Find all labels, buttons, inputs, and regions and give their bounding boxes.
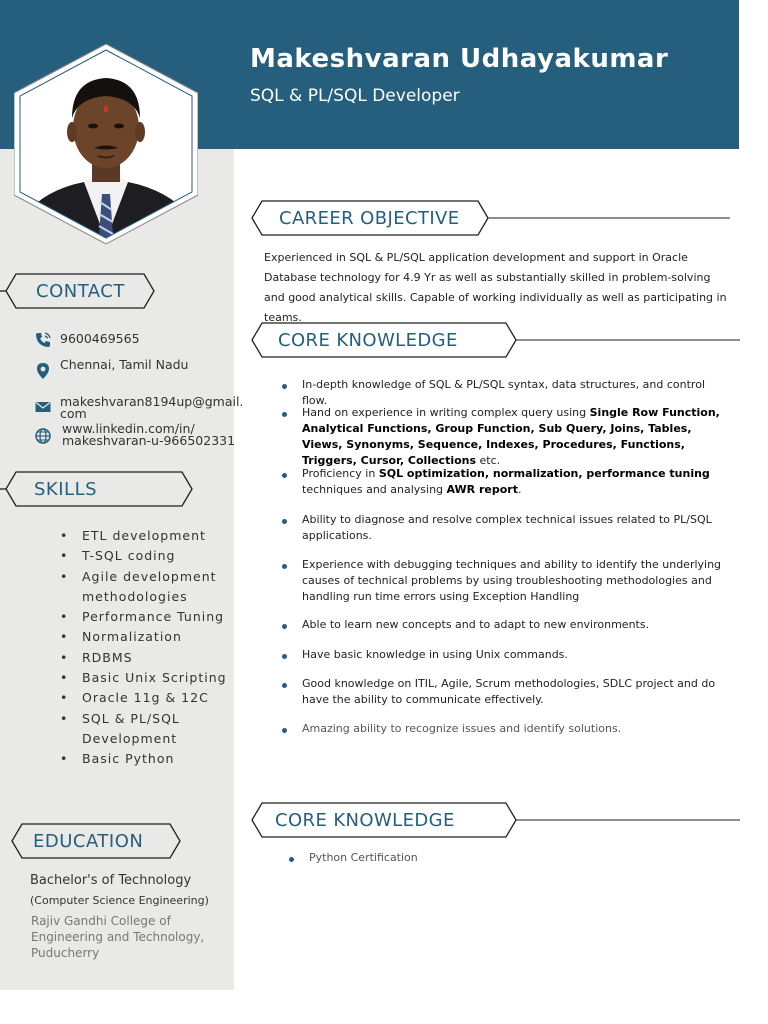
email-icon xyxy=(34,398,52,416)
plain-text: techniques and analysing xyxy=(302,483,447,496)
profile-photo-image xyxy=(14,44,198,244)
list-item xyxy=(282,617,728,633)
contact-heading xyxy=(0,272,158,310)
skill-item: • Basic Python xyxy=(60,749,230,769)
plain-text: etc. xyxy=(476,454,501,467)
list-item-text xyxy=(302,677,715,706)
phone-number: 9600469565 xyxy=(60,331,140,346)
career-objective-heading-label: CAREER OBJECTIVE xyxy=(279,208,460,229)
list-item-text xyxy=(302,378,705,407)
core-knowledge-2-heading xyxy=(248,801,742,839)
skills-heading xyxy=(0,470,194,508)
plain-text: Good knowledge on ITIL, Agile, Scrum methodologies, SDLC project and do have the ability to communicate effectively. xyxy=(302,677,716,706)
list-item-text xyxy=(302,618,649,631)
emphasis-text: AWR report xyxy=(446,483,518,496)
education-branch: (Computer Science Engineering) xyxy=(30,894,209,907)
bullet-icon xyxy=(282,564,287,569)
skill-item: • T-SQL coding xyxy=(60,546,230,566)
linkedin-line-1[interactable]: www.linkedin.com/in/ xyxy=(62,421,195,436)
bullet-icon xyxy=(282,384,287,389)
list-item-text xyxy=(302,406,720,467)
list-item-text xyxy=(302,558,721,603)
globe-icon xyxy=(34,427,52,445)
bullet-icon xyxy=(282,519,287,524)
emphasis-text: SQL optimization, normalization, performance tuning xyxy=(378,467,710,480)
skill-item: • Normalization xyxy=(60,627,230,647)
plain-text: Ability to diagnose and resolve complex technical issues related to PL/SQL applications. xyxy=(302,513,712,542)
plain-text: Proficiency in xyxy=(302,467,379,480)
list-item-text xyxy=(302,467,710,496)
contact-heading-label: CONTACT xyxy=(36,281,125,302)
bullet-icon xyxy=(282,473,287,478)
skill-item: • ETL development xyxy=(60,526,230,546)
bullet-icon xyxy=(289,857,294,862)
plain-text: . xyxy=(517,483,522,496)
plain-text: Experience with debugging techniques and ability to identify the underlying causes of technical problems by using troubleshooting methodologies and handling run time errors using Exception Handling xyxy=(302,558,722,603)
bullet-icon xyxy=(282,412,287,417)
skill-item: • Basic Unix Scripting xyxy=(60,668,230,688)
location-text: Chennai, Tamil Nadu xyxy=(60,357,189,372)
job-title: SQL & PL/SQL Developer xyxy=(250,86,460,106)
skills-heading-label: SKILLS xyxy=(34,479,98,500)
list-item-text xyxy=(302,722,621,735)
emphasis-text: Single Row Function, Analytical Functions, Group Function, Sub Query, Joins, Tables, Views, Synonyms, Sequence, Indexes, Procedures, Functions, Triggers, Cursor, Collections xyxy=(302,406,720,467)
email-line-2[interactable]: com xyxy=(60,406,87,421)
list-item xyxy=(282,721,728,737)
career-objective-text: Experienced in SQL & PL/SQL application development and support in Oracle Database technology for 4.9 Yr as well as substantially skilled in problem-solving and good analytical skills. Capable of working individually as well as participating in teams. xyxy=(264,251,727,324)
plain-text: Hand on experience in writing complex query using xyxy=(302,406,590,419)
list-item xyxy=(282,405,728,469)
skill-item: • Performance Tuning xyxy=(60,607,230,627)
education-degree: Bachelor's of Technology xyxy=(30,873,192,888)
plain-text: In-depth knowledge of SQL & PL/SQL syntax, data structures, and control flow. xyxy=(302,378,705,407)
skill-item: • SQL & PL/SQL Development xyxy=(60,709,230,750)
core-knowledge-2-heading-label: CORE KNOWLEDGE xyxy=(275,810,455,831)
education-school: Rajiv Gandhi College of Engineering and Technology, Puducherry xyxy=(31,914,205,960)
education-heading xyxy=(10,822,184,860)
list-item xyxy=(282,676,728,708)
list-item-text xyxy=(302,648,568,661)
list-item xyxy=(282,557,728,605)
plain-text: Have basic knowledge in using Unix commands. xyxy=(302,648,568,661)
bullet-icon xyxy=(282,728,287,733)
email-line-1[interactable]: makeshvaran8194up@gmail. xyxy=(60,394,244,409)
plain-text: Amazing ability to recognize issues and identify solutions. xyxy=(302,722,622,735)
phone-icon xyxy=(34,331,52,349)
skill-item: • RDBMS xyxy=(60,648,230,668)
list-item-text xyxy=(302,513,712,542)
core-knowledge-heading xyxy=(248,321,742,359)
career-objective-heading xyxy=(248,199,732,237)
skill-item: • Agile development methodologies xyxy=(60,567,230,608)
location-pin-icon xyxy=(34,362,52,380)
bullet-icon xyxy=(282,624,287,629)
bullet-icon xyxy=(282,683,287,688)
list-item xyxy=(282,647,728,663)
list-item-text: Python Certification xyxy=(309,851,418,864)
skills-list xyxy=(60,526,230,770)
plain-text: Able to learn new concepts and to adapt to new environments. xyxy=(302,618,650,631)
list-item xyxy=(289,850,418,866)
profile-photo xyxy=(14,44,198,244)
education-heading-label: EDUCATION xyxy=(33,831,144,852)
core-knowledge-heading-label: CORE KNOWLEDGE xyxy=(278,330,458,351)
linkedin-line-2[interactable]: makeshvaran-u-966502331 xyxy=(62,433,236,448)
bullet-icon xyxy=(282,654,287,659)
list-item xyxy=(282,466,728,498)
list-item xyxy=(282,512,728,544)
skill-item: • Oracle 11g & 12C xyxy=(60,688,230,708)
candidate-name: Makeshvaran Udhayakumar xyxy=(250,44,669,74)
